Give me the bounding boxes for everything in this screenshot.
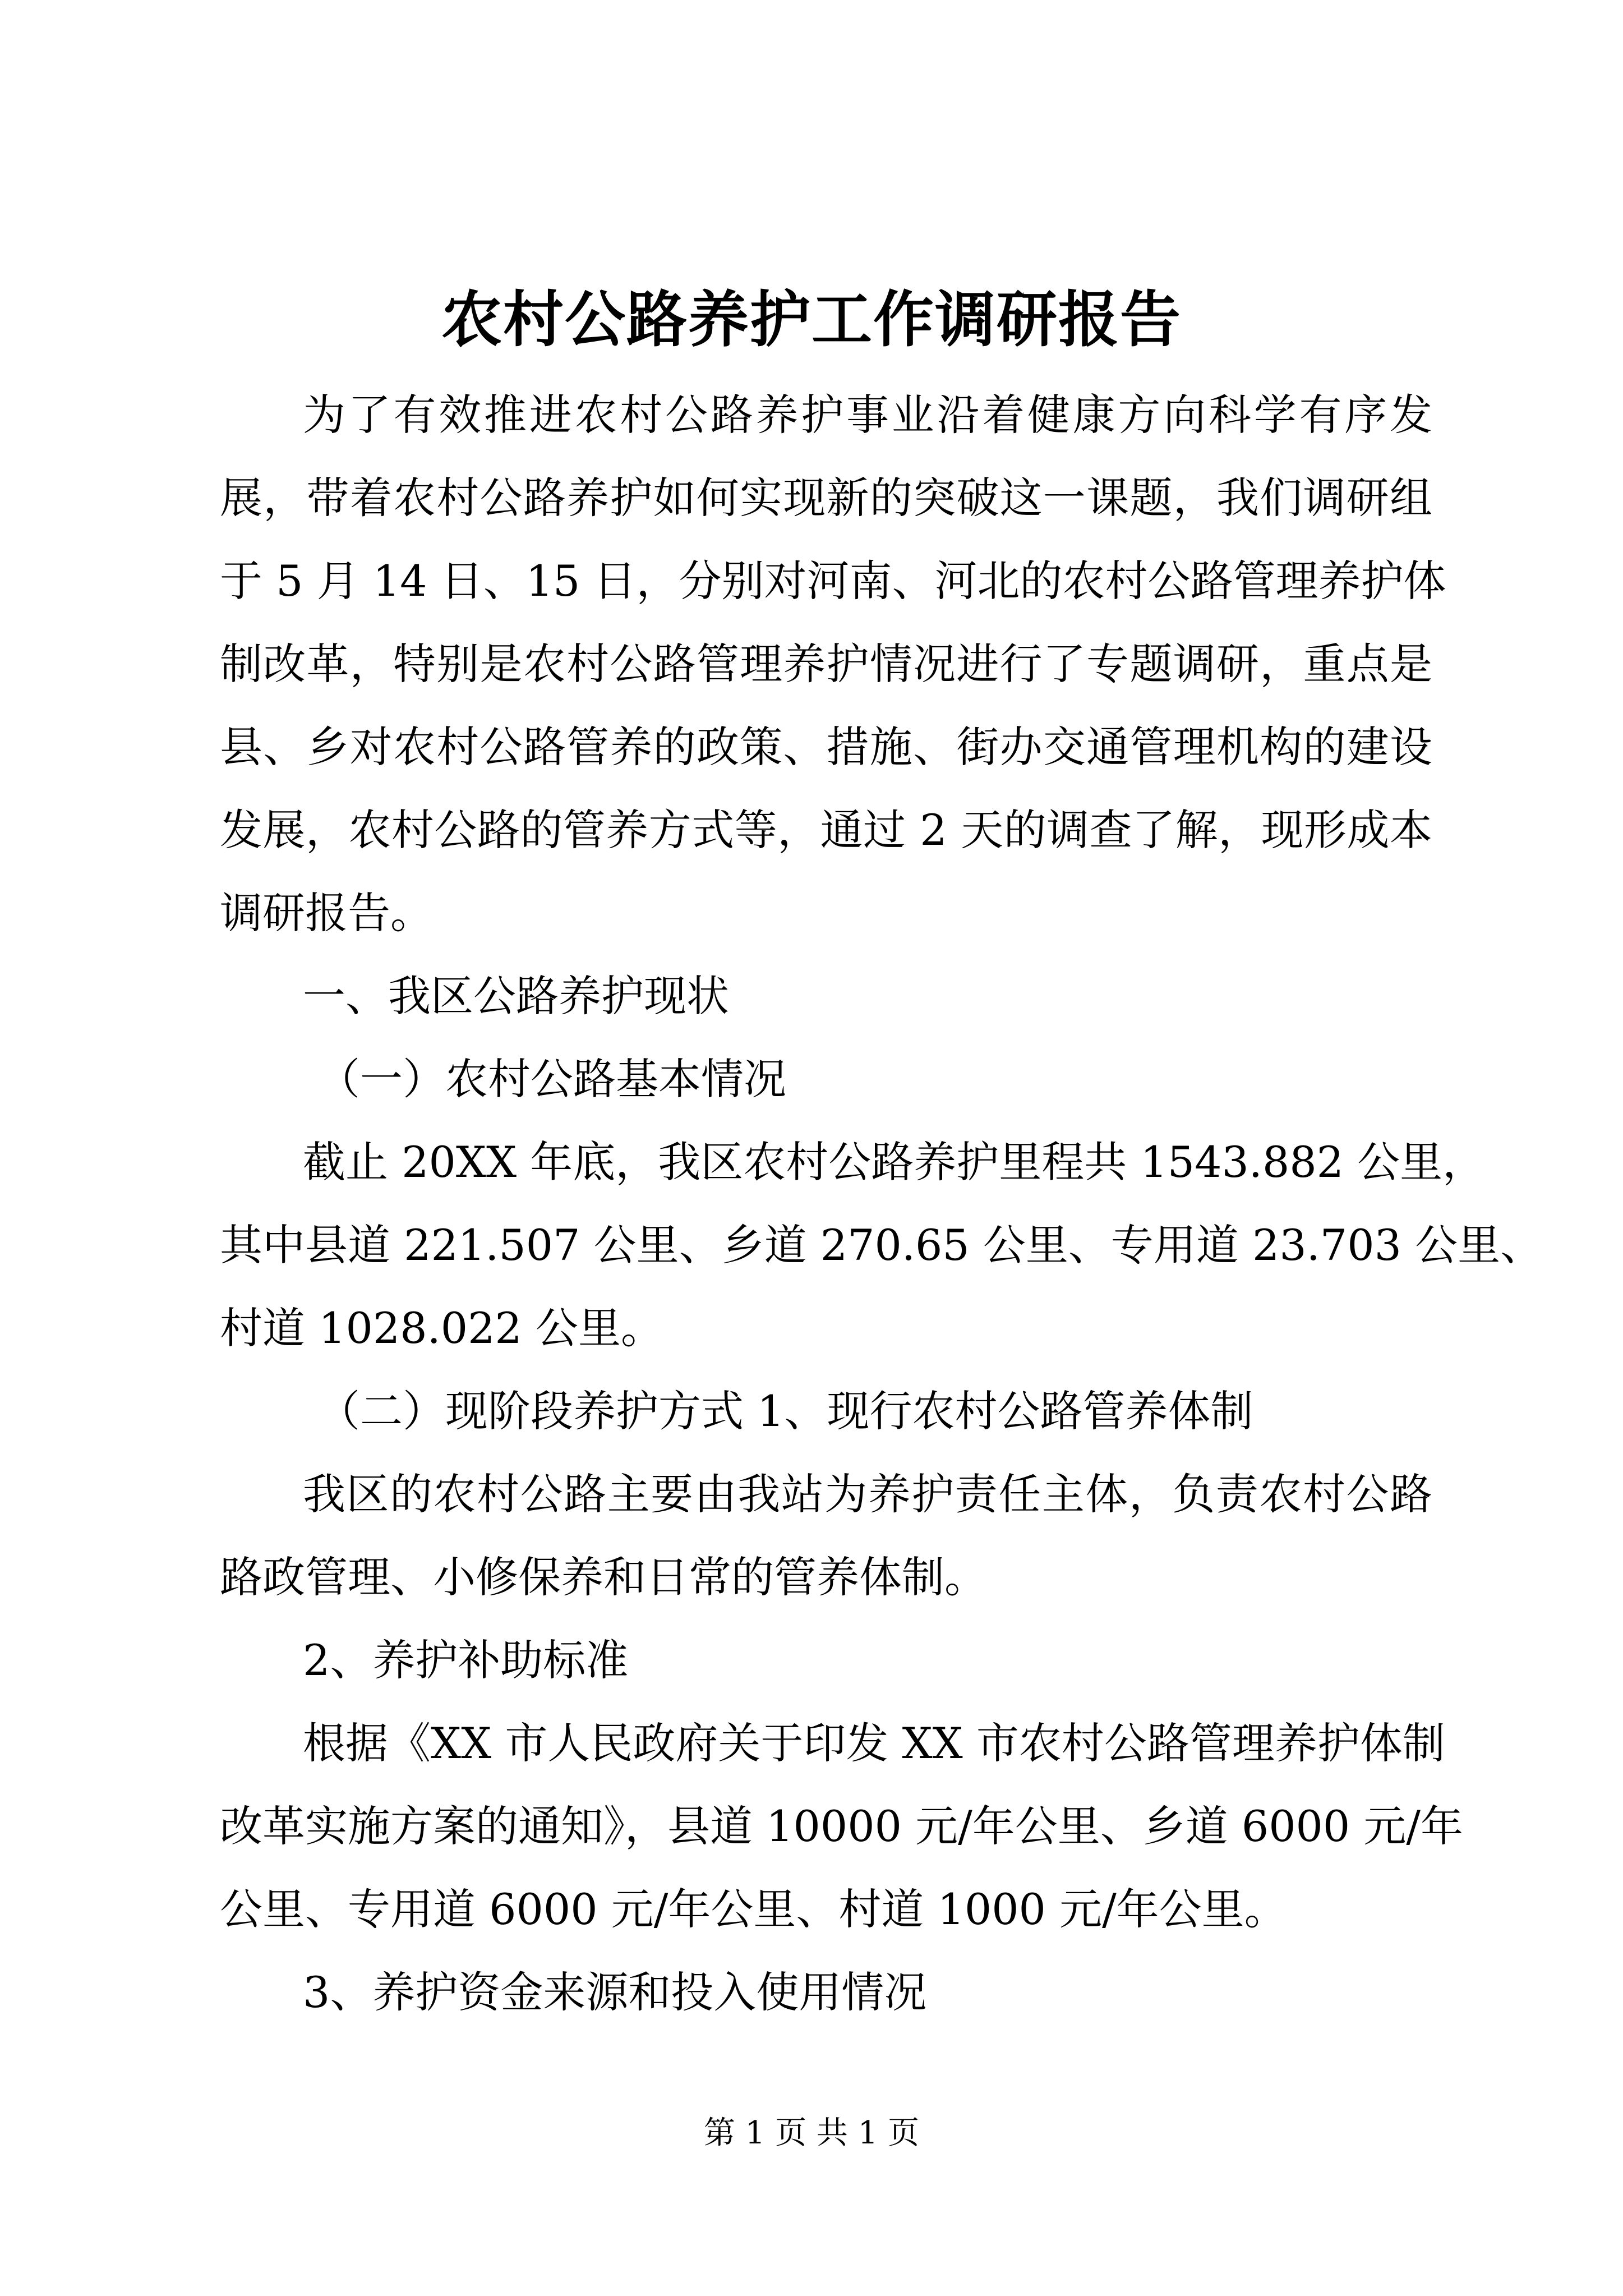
- paragraph-line: 改革实施方案的通知》，县道 10000 元/年公里、乡道 6000 元/年: [220, 1801, 1464, 1851]
- paragraph-line: 发展，农村公路的管养方式等，通过 2 天的调查了解，现形成本: [220, 805, 1432, 855]
- document-title: 农村公路养护工作调研报告: [441, 284, 1182, 355]
- subsection-heading: （二）现阶段养护方式 1、现行农村公路管养体制: [317, 1386, 1253, 1436]
- subsection-heading: （一）农村公路基本情况: [317, 1054, 786, 1104]
- paragraph-line: 截止 20XX 年底，我区农村公路养护里程共 1543.882 公里，: [303, 1137, 1486, 1187]
- paragraph-line: 路政管理、小修保养和日常的管养体制。: [220, 1552, 987, 1602]
- paragraph-line: 其中县道 221.507 公里、乡道 270.65 公里、专用道 23.703 公里、: [220, 1220, 1543, 1270]
- paragraph-line: 村道 1028.022 公里。: [220, 1303, 663, 1353]
- paragraph-line: 为了有效推进农村公路养护事业沿着健康方向科学有序发: [303, 390, 1432, 440]
- paragraph-line: 制改革，特别是农村公路管理养护情况进行了专题调研，重点是: [220, 639, 1432, 689]
- section-heading: 一、我区公路养护现状: [303, 971, 729, 1021]
- page-footer: 第 1 页 共 1 页: [703, 2115, 920, 2151]
- item-heading: 2、养护补助标准: [303, 1635, 629, 1685]
- paragraph-line: 公里、专用道 6000 元/年公里、村道 1000 元/年公里。: [220, 1884, 1287, 1934]
- paragraph-line: 根据《XX 市人民政府关于印发 XX 市农村公路管理养护体制: [303, 1718, 1445, 1768]
- paragraph-line: 我区的农村公路主要由我站为养护责任主体，负责农村公路: [303, 1469, 1432, 1519]
- paragraph-line: 调研报告。: [220, 888, 433, 938]
- paragraph-line: 展，带着农村公路养护如何实现新的突破这一课题，我们调研组: [220, 473, 1432, 523]
- paragraph-line: 于 5 月 14 日、15 日，分别对河南、河北的农村公路管理养护体: [220, 556, 1446, 606]
- item-heading: 3、养护资金来源和投入使用情况: [303, 1967, 927, 2017]
- paragraph-line: 县、乡对农村公路管养的政策、措施、街办交通管理机构的建设: [220, 722, 1432, 772]
